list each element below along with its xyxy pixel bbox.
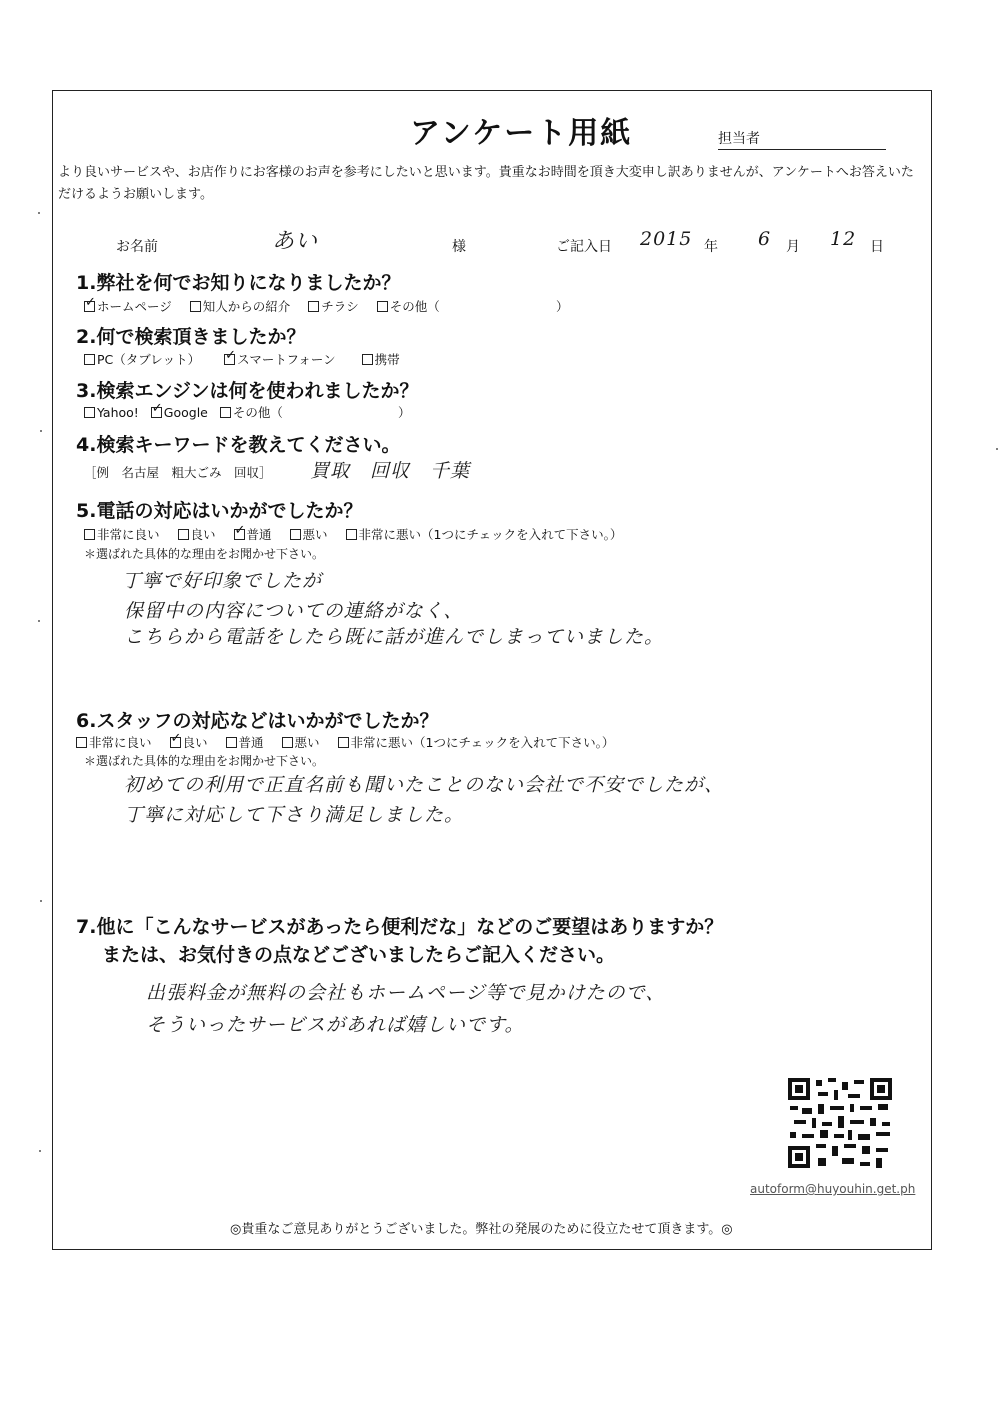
day-value[interactable]: 12 [830, 228, 857, 250]
q5-option[interactable]: ✓ 普通 [234, 527, 272, 542]
q3-option[interactable]: ✓ Google [151, 405, 208, 420]
q5-reason-prompt: ＊選ばれた具体的な理由をお聞かせ下さい。 [84, 547, 325, 561]
q1-option[interactable]: 知人からの紹介 [190, 299, 291, 314]
q3-option[interactable]: Yahoo! [84, 405, 139, 420]
name-value[interactable]: あい [272, 229, 319, 254]
checkbox-icon[interactable] [308, 301, 319, 312]
q1-close: ） [556, 299, 569, 314]
q6-option[interactable]: ✓ 良い [170, 735, 208, 750]
year-value[interactable]: 2015 [640, 228, 693, 250]
checkbox-icon[interactable] [377, 301, 388, 312]
checkbox-icon[interactable] [290, 529, 301, 540]
q5-title: 5.電話の対応はいかがでしたか？ [76, 500, 363, 522]
month-value[interactable]: 6 [758, 228, 772, 250]
q7-answer-line[interactable]: 出張料金が無料の会社もホームページ等で見かけたので、 [146, 982, 666, 1004]
checkbox-icon[interactable] [178, 529, 189, 540]
q7-answer-line[interactable]: そういったサービスがあれば嬉しいです。 [146, 1014, 525, 1036]
q4-title: 4.検索キーワードを教えてください。 [76, 434, 401, 456]
name-label: お名前 [116, 239, 158, 255]
q5-option[interactable]: 非常に良い [84, 527, 160, 542]
checkbox-checked-icon[interactable] [151, 407, 162, 418]
checkbox-icon[interactable] [220, 407, 231, 418]
date-label: ご記入日 [556, 239, 612, 255]
q1-option[interactable]: チラシ [308, 299, 359, 314]
q6-option[interactable]: 非常に良い [76, 735, 152, 750]
qr-code-icon [788, 1078, 892, 1168]
q5-answer-line[interactable]: こちらから電話をしたら既に話が進んでしまっていました。 [124, 626, 665, 648]
scan-speck [38, 620, 40, 622]
q3-close: ） [398, 405, 411, 420]
q1-title: 1.弊社を何でお知りになりましたか？ [76, 272, 401, 294]
q7-title-line1: 7.他に「こんなサービスがあったら便利だな」などのご要望はありますか？ [76, 916, 724, 938]
checkbox-icon[interactable] [282, 737, 293, 748]
q2-option[interactable]: ✓ スマートフォーン [224, 352, 336, 367]
year-label: 年 [704, 239, 718, 255]
day-label: 日 [870, 239, 884, 255]
q5-options [84, 525, 622, 543]
checkbox-icon[interactable] [362, 354, 373, 365]
q1-option[interactable]: ✓ホームページ [84, 299, 172, 314]
checkbox-checked-icon[interactable] [170, 737, 181, 748]
scan-speck [39, 1150, 41, 1152]
q2-title: 2.何で検索頂きましたか？ [76, 326, 306, 348]
q6-reason-prompt: ＊選ばれた具体的な理由をお聞かせ下さい。 [84, 754, 325, 768]
q3-option[interactable]: その他（ [220, 405, 283, 420]
q6-answer-line[interactable]: 初めての利用で正直名前も聞いたことのない会社で不安でしたが、 [124, 774, 725, 796]
q1-option[interactable]: その他（ [377, 299, 440, 314]
checkbox-icon[interactable] [346, 529, 357, 540]
checkbox-checked-icon[interactable] [224, 354, 235, 365]
q5-option[interactable]: 悪い [290, 527, 328, 542]
checkbox-icon[interactable] [76, 737, 87, 748]
email-link[interactable]: autoform@huyouhin.get.ph [750, 1182, 916, 1196]
q4-answer[interactable]: 買取 回収 千葉 [310, 460, 471, 482]
scan-speck [40, 900, 42, 902]
month-label: 月 [786, 239, 800, 255]
checkbox-icon[interactable] [190, 301, 201, 312]
checkbox-icon[interactable] [338, 737, 349, 748]
q5-answer-line[interactable]: 丁寧で好印象でしたが [122, 570, 323, 592]
sama-label: 様 [452, 239, 466, 255]
q6-option[interactable]: 普通 [226, 735, 264, 750]
tanto-label: 担当者 [718, 128, 886, 150]
q6-option[interactable]: 悪い [282, 735, 320, 750]
q2-option[interactable]: PC（タブレット） [84, 352, 200, 367]
scan-speck [40, 430, 42, 432]
q6-title: 6.スタッフの対応などはいかがでしたか？ [76, 710, 439, 732]
q3-title: 3.検索エンジンは何を使われましたか？ [76, 380, 419, 402]
q6-answer-line[interactable]: 丁寧に対応して下さり満足しました。 [124, 804, 465, 826]
checkbox-checked-icon[interactable] [84, 301, 95, 312]
q1-options [84, 297, 440, 315]
q7-title-line2: または、お気付きの点などございましたらご記入ください。 [102, 944, 616, 966]
q5-answer-line[interactable]: 保留中の内容についての連絡がなく、 [124, 600, 464, 622]
scan-speck [38, 212, 40, 214]
checkbox-icon[interactable] [84, 354, 95, 365]
checkbox-icon[interactable] [226, 737, 237, 748]
q5-option[interactable]: 非常に悪い（1つにチェックを入れて下さい。） [346, 527, 623, 542]
q6-options [76, 733, 614, 751]
footer-thanks: ◎貴重なご意見ありがとうございました。弊社の発展のために役立たせて頂きます。◎ [230, 1222, 733, 1237]
page-title: アンケート用紙 [410, 116, 633, 151]
q6-option[interactable]: 非常に悪い（1つにチェックを入れて下さい。） [338, 735, 615, 750]
survey-sheet [52, 90, 932, 1250]
q2-options [84, 350, 400, 368]
checkbox-icon[interactable] [84, 529, 95, 540]
intro-text: より良いサービスや、お店作りにお客様のお声を参考にしたいと思います。貴重なお時間を頂き大変申し訳ありませんが、アンケートへお答えいただけるようお願いします。 [58, 165, 914, 202]
q4-example: ［例 名古屋 粗大ごみ 回収］ [84, 465, 272, 480]
q2-option[interactable]: 携帯 [362, 352, 400, 367]
checkbox-icon[interactable] [84, 407, 95, 418]
checkbox-checked-icon[interactable] [234, 529, 245, 540]
q5-option[interactable]: 良い [178, 527, 216, 542]
q3-options [84, 403, 283, 421]
scan-speck [996, 448, 998, 450]
